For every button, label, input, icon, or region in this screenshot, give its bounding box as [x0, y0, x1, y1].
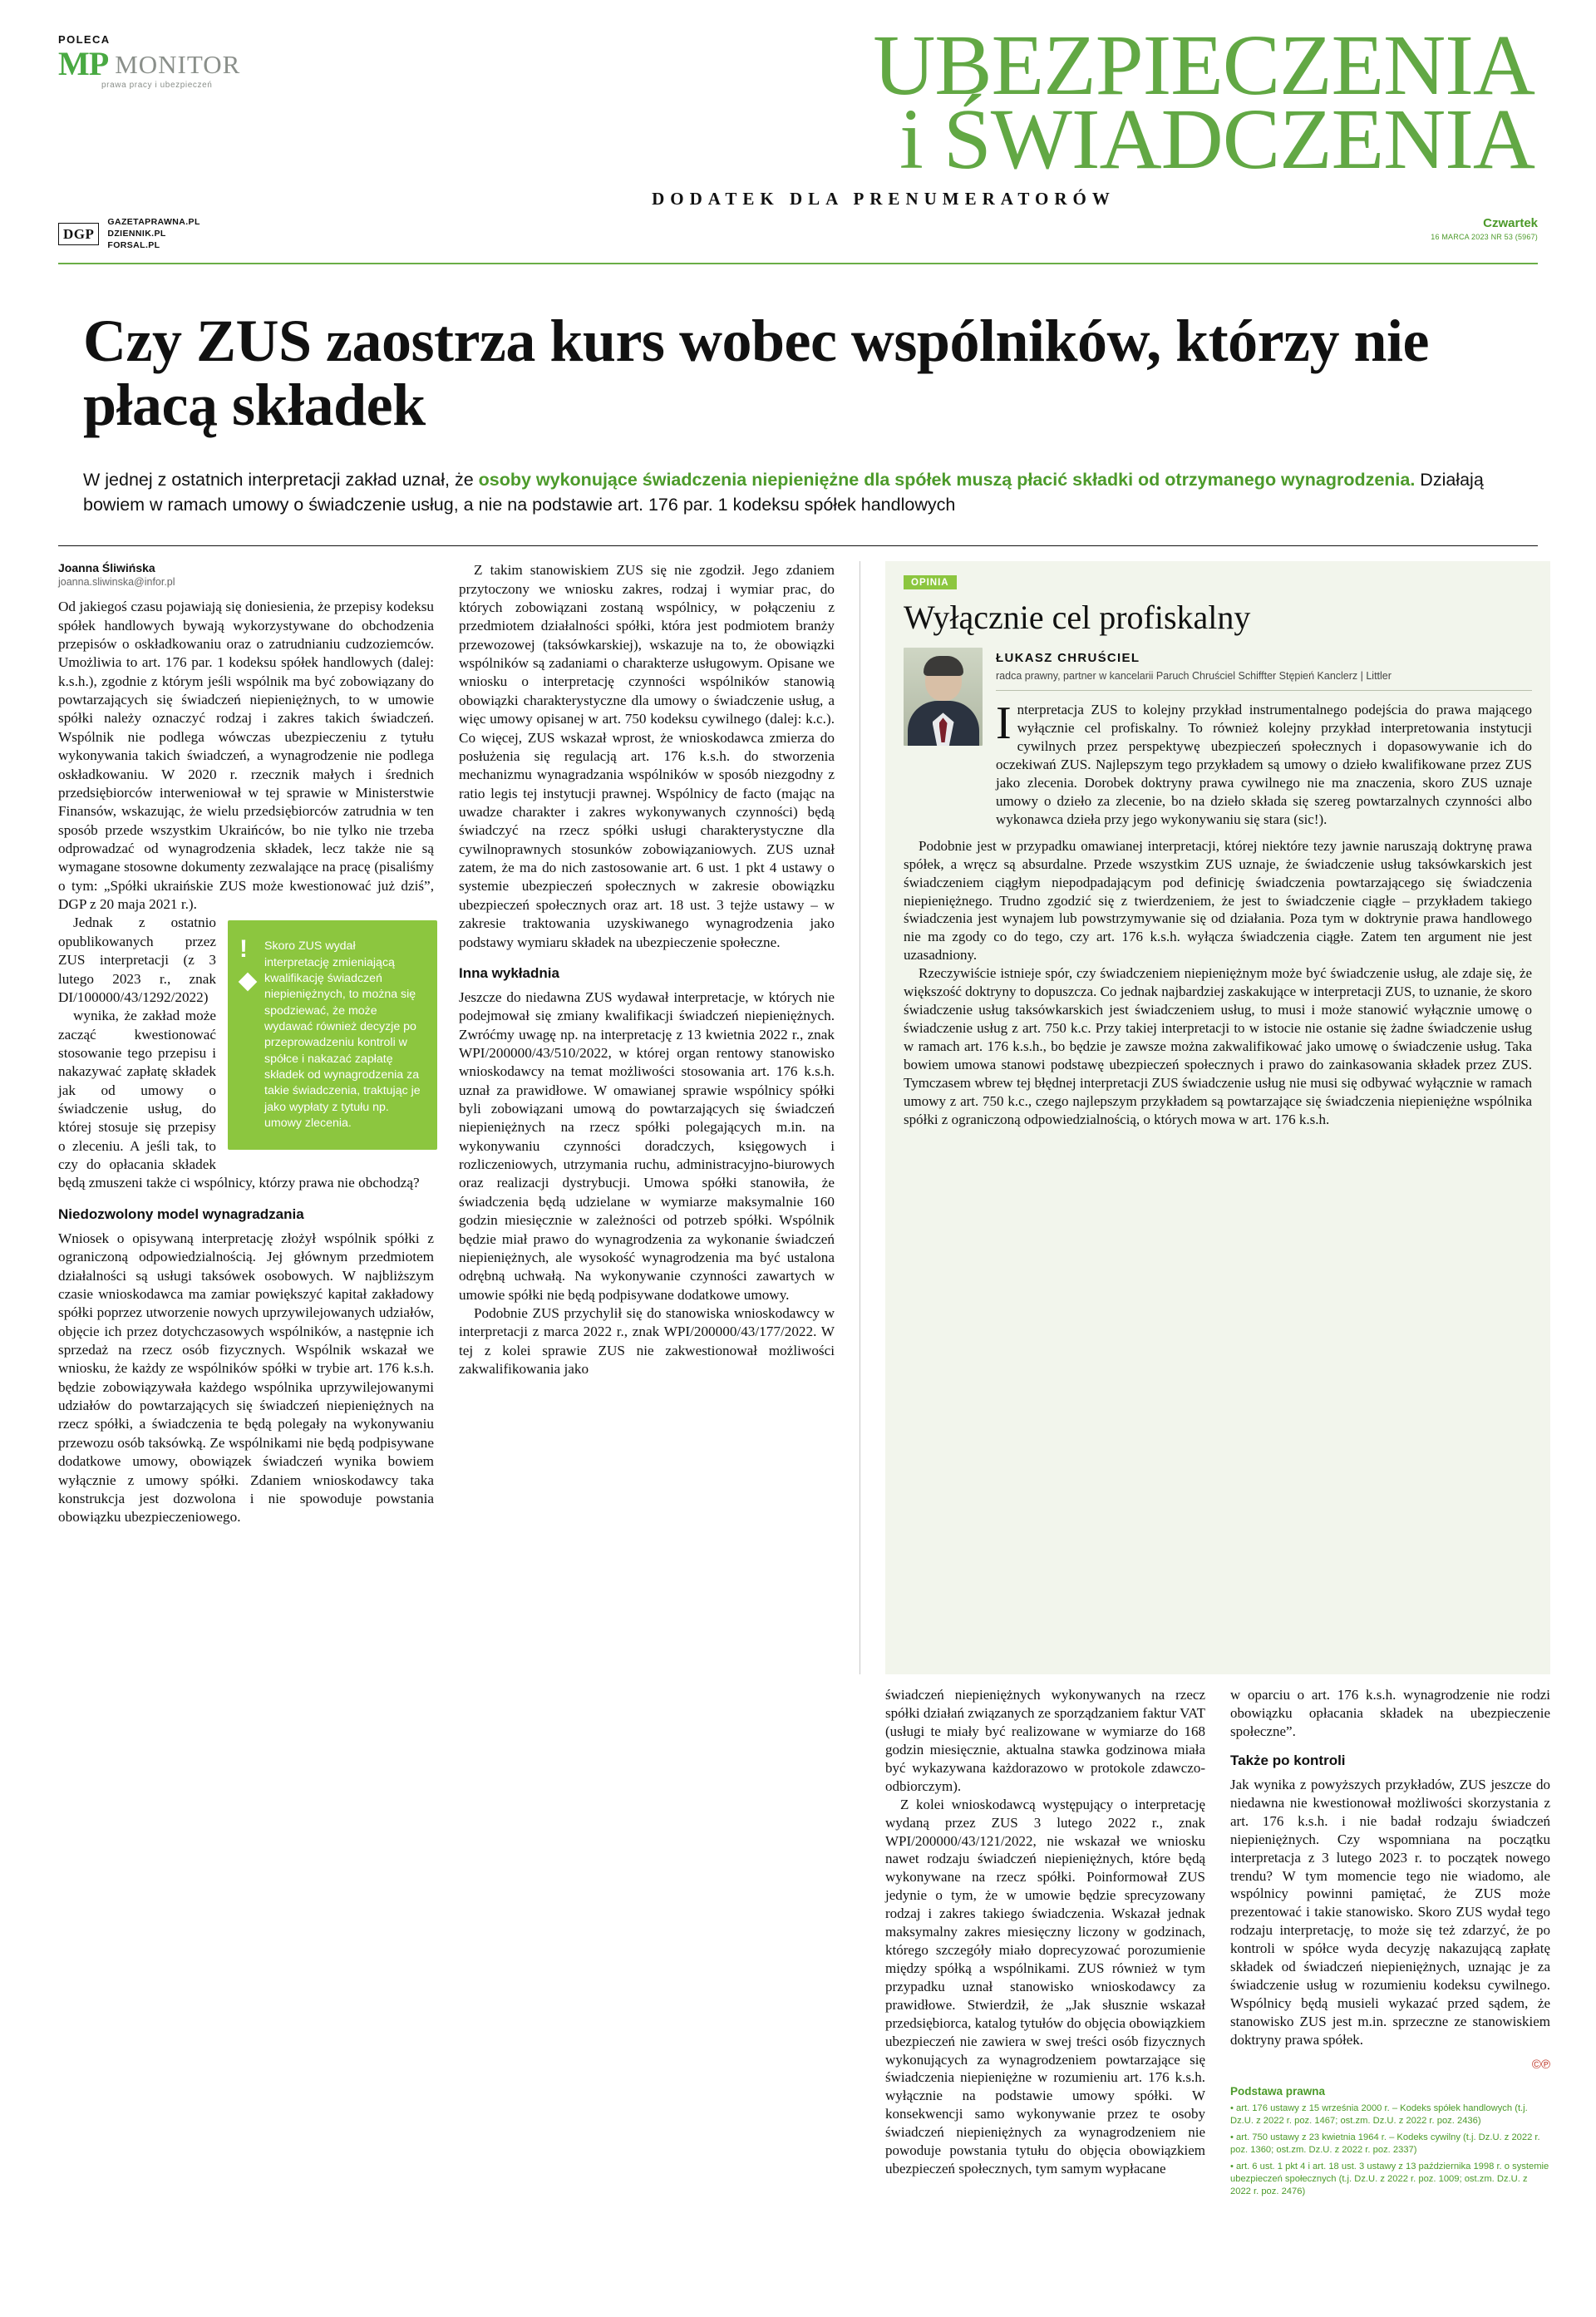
section-title-text — [258, 17, 1534, 188]
paragraph: Od jakiegoś czasu pojawiają się doniesienia, że przepisy kodeksu spółek handlowych bywają wykorzystywane do obchodzenia przepisów o oskładkowaniu oraz o zatrudnianiu cudzoziemców. Umożliwia to art. 176 par. 1 kodeksu spółek handlowych (dalej: k.s.h.), zgodnie z którym jeśli wspólnik ma być zobowiązany do powtarzających się świadczeń niepieniężnych, to w umowie spółki należy oznaczyć rodzaj i zakres takich świadczeń. Wspólnik nie podlega wówczas ubezpieczeniu z tytułu wykonywania takich świadczeń, a wynagrodzenie nie podlega oskładkowaniu. W 2020 r. rzecznik małych i średnich przedsiębiorców interweniował w tej sprawie w Ministerstwie Finansów, wskazując, że wielu przedsiębiorców zatrudnia w ten sposób przede wszystkim Ukraińców, bo nie tylko nie trzeba odprowadzać od wynagrodzenia składek, lecz także nie są wymagane stosowne dokumenty zezwalające na pracę (pisaliśmy o tym: „Spółki ukraińskie ZUS może kwestionować już dziś”, DGP z 20 maja 2021 r.). — [58, 599, 434, 913]
opinion-body — [904, 837, 1532, 1129]
paragraph: Jednak z ostatnio opublikowanych przez ZUS interpretacji (z 3 lutego 2023 r., znak DI/100000/43/1292/2022) — [58, 914, 216, 1005]
lead-highlight: osoby wykonujące świadczenia niepieniężne dla spółek muszą płacić składki od otrzymanego wynagrodzenia. — [478, 470, 1416, 491]
column-3b — [1230, 1686, 1550, 2202]
section-title-line2: i ŚWIADCZENIA — [899, 91, 1534, 188]
column-1 — [58, 561, 434, 1674]
legal-basis-list — [1230, 2103, 1550, 2198]
avatar-hair — [924, 656, 963, 676]
poleca-label: POLECA — [58, 33, 111, 46]
paragraph: świadczeń niepieniężnych wykonywanych na rzecz spółki działań związanych ze sporządzaniem faktur VAT (usługi te miały być realizowane w wymiarze do 168 godzin miesięcznie, aktualna stawka godzinowa miała być wykazywana każdorazowo w protokole zdawczo-odbiorczym). — [885, 1687, 1205, 1794]
divider-thin — [58, 545, 1538, 546]
callout-text: Skoro ZUS wydał interpretację zmieniającą kwalifikację świadczeń niepieniężnych, to można się spodziewać, że może wydawać również decyzje po przeprowadzeniu kontroli w spółce i nakazać zapłatę składek od wynagrodzenia za takie świadczenia, traktując je jako wypłaty z tytułu np. umowy zlecenia. — [264, 939, 421, 1130]
callout-box — [228, 920, 437, 1150]
copyright-mark: ©℗ — [1531, 2057, 1550, 2072]
paragraph: wynika, że zakład może zacząć kwestionować stosowanie tego przepisu i nakazywać zapłatę składek jak od umowy o świadczenie usług, do której stosuje się przepisy o zleceniu. A jeśli tak, to czy do opłacania składek będą zmuszeni także ci wspólnicy, którzy prawa nie obchodzą? — [58, 1008, 420, 1191]
column-2 — [459, 561, 835, 1674]
issue-info: 16 MARCA 2023 NR 53 (5967) — [1431, 232, 1538, 241]
dgp-box: DGP — [58, 223, 99, 245]
opinion-title: Wyłącznie cel profiskalny — [904, 599, 1251, 637]
exclamation-icon: ! — [239, 935, 248, 964]
divider-green — [58, 263, 1538, 264]
section-title — [258, 17, 1538, 210]
opinion-badge: OPINIA — [904, 575, 957, 589]
paragraph: Jeszcze do niedawna ZUS wydawał interpretacje, w których nie podejmował się zmiany kwalifikacji świadczeń niepieniężnych. Zwróćmy uwagę np. na interpretację z 13 kwietnia 2022 r., znak WPI/200000/43/510/2022, w której organ rentowy stanowisko wnioskodawcy na temat możliwości stosowania art. 176 k.s.h. uznał za prawidłowe. W omawianej sprawie wspólnicy spółki byli zobowiązani umową do powtarzających się świadczeń niepieniężnych na rzecz spółki polegających m.in. na wykonywaniu czynności doradczych, księgowych i rozliczeniowych, utrzymania ruchu, administracyjno-biurowych oraz realizacji dystrybucji. Umowa spółki stanowiła, że świadczenia będą udzielane w wymiarze maksymalnie 160 godzin miesięcznie w zależności od potrzeb spółki. Wspólnik będzie miał prawo do wynagrodzenia za wykonanie świadczeń niepieniężnych, ale wysokość wynagrodzenia ma być ustalona odrębną uchwałą. Na wykonywanie czynności zawartych w umowie spółki nie będą podpisywane dodatkowe umowy. — [459, 988, 835, 1303]
dgp-logo — [58, 216, 308, 252]
paragraph: Rzeczywiście istnieje spór, czy świadczeniem niepieniężnym może być świadczenie usług, ale zdaje się, że większość doktryny to dopuszcza. Co jednak najbardziej zaskakujące w interpretacji ZUS, to uznanie, że skoro świadczenie usług taksówkarskich jest świadczeniem usług, to musi i może stanowić wyłącznie umowę o świadczenie usług z art. 750 k.c. Przy takiej interpretacji to w istocie nie ostanie się żadne świadczenie usług w ramach art. 176 k.s.h., bo będzie je zawsze można zakwalifikować jako umowę o świadczenie usług. Taka bowiem umowa stanowi podstawę ubezpieczeń społecznych i prawo do zainkasowania składek przez ZUS. Tymczasem wbrew tej błędnej interpretacji ZUS świadczenie usług nie musi się odbywać wyłącznie w ramach umowy z art. 750 k.c., czego najlepszym przykładem są powtarzające się świadczenia niepieniężne wspólnika spółki z ograniczoną odpowiedzialnością, o których mowa w art. 176 k.s.h. — [904, 965, 1532, 1127]
column-3a — [885, 1686, 1205, 2202]
legal-item: • art. 176 ustawy z 15 września 2000 r. – Kodeks spółek handlowych (t.j. Dz.U. z 2022 r. poz. 1467; ost.zm. Dz.U. z 2022 r. poz. 2436) — [1230, 2103, 1528, 2126]
url-1[interactable]: GAZETAPRAWNA.PL — [107, 216, 200, 227]
lead-part2: Działają bowiem w ramach umowy o świadczenie usług, a nie na podstawie art. 176 par. 1 kodeksu spółek handlowych — [83, 470, 1484, 515]
paragraph: Interpretacja ZUS to kolejny przykład instrumentalnego podejścia do prawa mającego wyłącznie cel profiskalny. To również kolejny przykład interpretowania instytucji cywilnych przez perspektywę ubezpieczeń społecznych i dopasowywanie ich do oczekiwań ZUS. Najlepszym tego przykładem są umowy o dzieło kwalifikowane przez ZUS jako zlecenia. Dorobek doktryny prawa cywilnego nie ma znaczenia, skoro ZUS uznaje umowy o dzieło za zlecenie, bo na dzieło składa się szereg powtarzalnych czynności albo wykonawca dzieła przy jego wykonywaniu się stara (sic!). — [996, 698, 1532, 827]
dgp-urls — [107, 216, 200, 252]
paragraph: Z takim stanowiskiem ZUS się nie zgodził. Jego zdaniem przytoczony we wniosku zakres, rodzaj i wymiar prac, do których zobowiązani zostaną wspólnicy, w połączeniu z przedmiotem działalności spółki, która jest podmiotem branży przewozowej (taksówkarskiej), wskazuje na to, że obowiązki wspólników są zadaniami o charakterze usługowym. Opisane we wniosku o interpretację czynności wspólników stanowią obowiązki charakterystyczne dla umowy o świadczenie usług, a więc umowy opisanej w art. 750 kodeksu cywilnego (dalej: k.c.). Co więcej, ZUS wskazał wprost, że wnioskodawca zmierza do posłużenia się regulacją art. 176 k.s.h. do stworzenia mechanizmu wynagradzania wspólników w sposób niezgodny z ratio legis tej instytucji prawnej. Wspólnicy de facto (mając na uwadze charakter i zakres wykonywanych czynności) będą świadczyć na rzecz spółki usługi charakterystyczne dla cywilnoprawnych stosunków zobowiązaniowych. ZUS uznał zatem, że ma do nich zastosowanie art. 6 ust. 1 pkt 4 ustawy o systemie ubezpieczeń społecznych w zakresie obowiązku ubezpieczeń społecznych oraz art. 18 ust. 3 tejże ustawy – w zakresie traktowania uzyskiwanego wynagrodzenia jako podstawy wymiaru składek na ubezpieczenie społeczne. — [459, 562, 835, 950]
monitor-logo — [58, 28, 258, 90]
section-subtitle: DODATEK DLA PRENUMERATORÓW — [652, 188, 1116, 209]
legal-item: • art. 6 ust. 1 pkt 4 i art. 18 ust. 3 ustawy z 13 października 1998 r. o systemie ubezpieczeń społecznych (t.j. Dz.U. z 2022 r. poz. 1009; ost.zm. Dz.U. z 2022 r. poz. 2476) — [1230, 2161, 1549, 2196]
diamond-icon — [239, 973, 258, 992]
paragraph: w oparciu o art. 176 k.s.h. wynagrodzenie nie rodzi obowiązku opłacania składek na ubezpieczenie społeczne”. — [1230, 1687, 1550, 1739]
legal-item: • art. 750 ustawy z 23 kwietnia 1964 r. – Kodeks cywilny (t.j. Dz.U. z 2022 r. poz. 1360; ost.zm. Dz.U. z 2022 r. poz. 2337) — [1230, 2132, 1540, 2155]
avatar — [904, 648, 983, 746]
paragraph: Podobnie ZUS przychylił się do stanowiska wnioskodawcy w interpretacji z marca 2022 r., znak WPI/200000/43/177/2022. W tej z kolei sprawie ZUS nie zakwestionował możliwości zakwalifikowania jako — [459, 1304, 835, 1378]
opinion-intro — [996, 698, 1532, 828]
subheading: Inna wykładnia — [459, 964, 559, 981]
publisher-row — [58, 216, 1538, 252]
paragraph: Z kolei wnioskodawcą występujący o interpretację wydaną przez ZUS 3 lutego 2022 r., znak WPI/200000/43/121/2022, nie wskazał we wniosku nawet rodzaju świadczeń niepieniężnych, które będą wykonywane na rzecz spółki. Poinformował ZUS jedynie o tym, że w umowie będzie sprecyzowany rodzaj i zakres takiego świadczenia. Wskazał jednak maksymalny zakres miesięczny liczony w godzinach, którego szczegóły miało doprecyzować porozumienie między spółką a wspólnikami. ZUS również w tym przypadku uznał stanowisko wnioskodawcy za prawidłowe. Stwierdził, że „Jak słusznie wskazał przedsiębiorca, katalog tytułów do objęcia obowiązkiem ubezpieczeń nie zawiera w swej treści osób fizycznych wykonujących za wynagrodzeniem powtarzające się świadczenia niepieniężne w rozumieniu art. 176 k.s.h. wyłącznie na podstawie umowy spółki. W konsekwencji samo wykonywanie przez te osoby świadczeń niepieniężnych za wynagrodzeniem nie powoduje powstania tytułu do objęcia obowiązkiem ubezpieczeń społecznych, tym samym wypłacane — [885, 1796, 1205, 2177]
opinion-author-row — [904, 648, 1532, 828]
mp-mark: MP — [58, 45, 109, 82]
date-block — [1431, 216, 1538, 241]
monitor-tagline: prawa pracy i ubezpieczeń — [101, 81, 213, 90]
url-3[interactable]: FORSAL.PL — [107, 240, 160, 251]
masthead — [58, 17, 1538, 214]
url-2[interactable]: DZIENNIK.PL — [107, 229, 166, 239]
subheading: Także po kontroli — [1230, 1752, 1346, 1768]
section-title-line1: UBEZPIECZENIA — [873, 17, 1534, 113]
lead-paragraph — [83, 468, 1513, 517]
paragraph: Wniosek o opisywaną interpretację złożył wspólnik spółki z ograniczoną odpowiedzialnością. Jej głównym przedmiotem działalności są usługi taksówek osobowych. W najbliższym czasie wnioskodawca ma zamiar powiększyć kapitał zakładowy spółki poprzez utworzenie nowych uprzywilejowanych udziałów, objęcie ich przez dotychczasowych wspólników, a następnie ich sprzedaż na rzecz osób fizycznych. Wspólnik wskazał we wniosku, że każdy ze wspólników spółki w trybie art. 176 k.s.h. będzie zobowiązywała każdego wspólnika uprzywilejowanymi udziałów do powtarzających się świadczeń niepieniężnych na rzecz spółki, a świadczenia te będą polegały na wykonywaniu przewozu osób taksówką. Ze wspólnikami nie będą podpisywane dodatkowe umowy, obowiązek świadczeń wynika bowiem wyłącznie z umowy spółki. Zdaniem wnioskodawcy taka konstrukcja jest dozwolona i nie spowoduje powstania obowiązku ubezpieczeniowego. — [58, 1230, 434, 1526]
monitor-wordmark: MONITOR — [115, 49, 241, 79]
paragraph: Podobnie jest w przypadku omawianej interpretacji, której niektóre tezy jawnie naruszają doktrynę prawa spółek, a wręcz są absurdalne. Przede wszystkim ZUS uznaje, że świadczenie usług taksówkarskich jest świadczeniem ciągłym niepodpadającym pod definicję świadczenia powtarzającego się świadczenia niepieniężnego. Trudno zgodzić się z twierdzeniem, że jest to świadczenie ciągłe – przykładem takiego świadczenia jest wynajem lub powstrzymywanie się od działania. Poza tym w doktrynie prawa handlowego nie ma zgody co do tego, czy art. 176 k.s.h. wyłącza świadczenia ciągłe. Zatem ten argument nie jest uzasadniony. — [904, 837, 1532, 964]
column-3 — [885, 561, 1550, 2196]
article-body — [58, 561, 1550, 2196]
opinion-author-role: radca prawny, partner w kancelarii Paruch Chruściel Schiffter Stępień Kanclerz | Littler — [996, 670, 1532, 691]
opinion-panel — [885, 561, 1550, 1674]
byline-author: Joanna Śliwińska — [58, 561, 155, 575]
lower-columns — [885, 1686, 1550, 2202]
byline-email[interactable]: joanna.sliwinska@infor.pl — [58, 576, 175, 589]
subheading: Niedozwolony model wynagradzania — [58, 1205, 304, 1222]
legal-basis-title: Podstawa prawna — [1230, 2084, 1326, 2098]
opinion-author-name: ŁUKASZ CHRUŚCIEL — [996, 651, 1140, 666]
lead-part1: W jednej z ostatnich interpretacji zakład uznał, że — [83, 470, 479, 491]
paragraph: Jak wynika z powyższych przykładów, ZUS jeszcze do niedawna nie kwestionował możliwości skorzystania z art. 176 k.s.h. i nie badał rodzaju świadczeń niepieniężnych. Czy wspomniana na początku interpretacja z 3 lutego 2023 r. to początek nowego trendu? W tym momencie tego nie wiadomo, ale wspólnicy powinni pamiętać, że ZUS może prezentować i takie stanowisko. Skoro ZUS wydał tego rodzaju interpretację, to może się też zdarzyć, że po kontroli w spółce wyda decyzję nakazującą zapłatę składek od świadczeń niepieniężnych, uznając je za świadczenie usług w rozumieniu kodeksu cywilnego. Wspólnicy będą musieli wykazać przed sądem, że stanowisko ZUS jest m.in. sprzeczne ze stanowiskiem doktryny prawa spółek. — [1230, 1776, 1550, 2048]
weekday: Czwartek — [1483, 215, 1538, 230]
headline: Czy ZUS zaostrza kurs wobec wspólników, którzy nie płacą składek — [83, 308, 1430, 438]
